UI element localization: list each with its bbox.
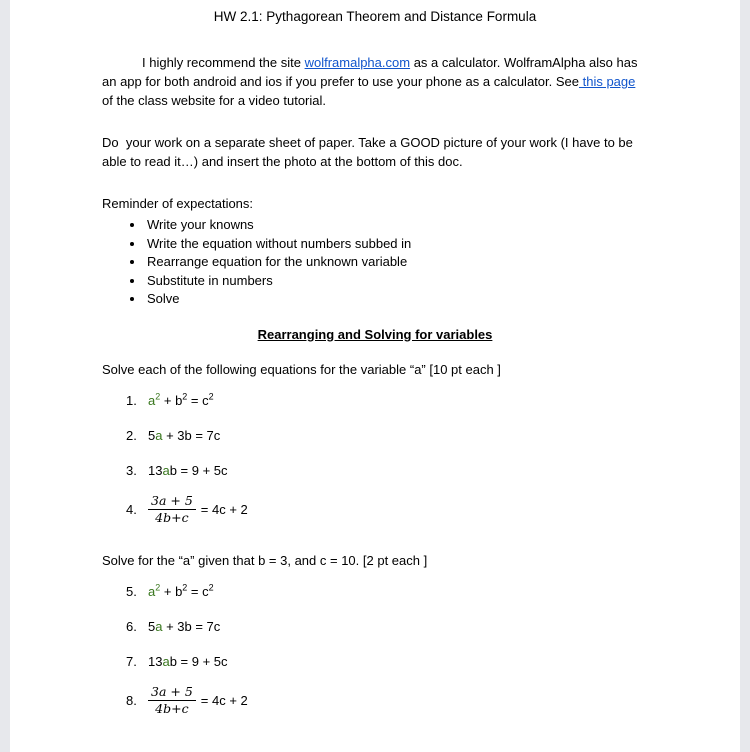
expectation-item: • Write your knowns [145, 216, 648, 235]
equation-linear-5a [148, 428, 220, 443]
wolframalpha-link[interactable]: wolframalpha.com [304, 55, 411, 70]
eq-text: 13 [148, 653, 163, 669]
exponent: 2 [182, 582, 188, 593]
eq-text: + b [160, 583, 183, 599]
work-instructions-paragraph: Do your work on a separate sheet of paper. Take a GOOD picture of your work (I have to be able to read it…) and insert the photo at the bottom of this doc. [102, 135, 637, 169]
eq-text: + 3b = 7c [162, 427, 221, 443]
problem-number: 8. [126, 692, 137, 708]
var-a: a [155, 618, 163, 634]
expectation-item: • Substitute in numbers [145, 272, 648, 291]
problem-8 [102, 685, 648, 716]
equation-pythagorean [148, 584, 214, 599]
var-a: a [162, 653, 170, 669]
expectation-item: • Rearrange equation for the unknown variable [145, 253, 648, 272]
eq-text: b = 9 + 5c [169, 653, 228, 669]
this-page-link[interactable]: this page [578, 74, 636, 89]
exponent: 2 [155, 391, 161, 402]
problem-6 [102, 617, 648, 636]
problem-number: 6. [126, 618, 137, 634]
problem-7 [102, 652, 648, 671]
eq-text: 5 [148, 618, 156, 634]
expectations-list [102, 216, 648, 309]
fraction-denominator: 4b+c [155, 700, 189, 716]
section-heading: Rearranging and Solving for variables [257, 326, 493, 342]
var-a: a [162, 462, 170, 478]
problem-number: 3. [126, 462, 137, 478]
fraction-numerator: 3a + 5 [148, 494, 196, 510]
equation-13ab [148, 654, 228, 669]
problem-number: 2. [126, 427, 137, 443]
problem-2 [102, 426, 648, 445]
eq-text: = c [187, 392, 209, 408]
expectations-label: Reminder of expectations: [102, 196, 254, 211]
problem-number: 1. [126, 392, 137, 408]
var-a: a [148, 583, 156, 599]
fraction-denominator: 4b+c [155, 509, 189, 525]
equation-linear-5a [148, 619, 220, 634]
doc-title: HW 2.1: Pythagorean Theorem and Distance Formula [213, 9, 537, 24]
eq-text: + 3b = 7c [162, 618, 221, 634]
exponent: 2 [182, 391, 188, 402]
intro-text-1: I highly recommend the site [142, 55, 305, 70]
exponent: 2 [208, 582, 214, 593]
problem-number: 5. [126, 583, 137, 599]
expectation-item: • Write the equation without numbers subbed in [145, 235, 648, 254]
solve-instructions-1: Solve each of the following equations for the variable “a” [10 pt each ] [102, 361, 501, 377]
fraction-equation [148, 494, 196, 525]
fraction-equation [148, 685, 196, 716]
var-a: a [148, 392, 156, 408]
eq-text: = 4c + 2 [200, 692, 248, 708]
eq-text: = c [187, 583, 209, 599]
equation-13ab [148, 463, 228, 478]
equation-pythagorean [148, 393, 214, 408]
exponent: 2 [155, 582, 161, 593]
eq-text: 5 [148, 427, 156, 443]
problem-1 [102, 391, 648, 410]
eq-text: + b [160, 392, 183, 408]
eq-text: b = 9 + 5c [169, 462, 228, 478]
fraction-numerator: 3a + 5 [148, 685, 196, 701]
problem-number: 4. [126, 501, 137, 517]
document-page [10, 0, 740, 752]
intro-text-3: of the class website for a video tutorial. [102, 93, 327, 108]
intro-paragraph [102, 53, 648, 110]
intro-text-2: as a calculator. WolframAlpha also has an app for both android and ios if you prefer to use your phone as a calculator. See [102, 55, 638, 89]
problem-number: 7. [126, 653, 137, 669]
eq-text: = 4c + 2 [200, 501, 248, 517]
expectation-item: • Solve [145, 290, 648, 309]
var-a: a [155, 427, 163, 443]
solve-instructions-2: Solve for the “a” given that b = 3, and c = 10. [2 pt each ] [102, 552, 428, 568]
eq-text: 13 [148, 462, 163, 478]
problem-3 [102, 461, 648, 480]
problem-4 [102, 494, 648, 525]
problem-5 [102, 582, 648, 601]
exponent: 2 [208, 391, 214, 402]
